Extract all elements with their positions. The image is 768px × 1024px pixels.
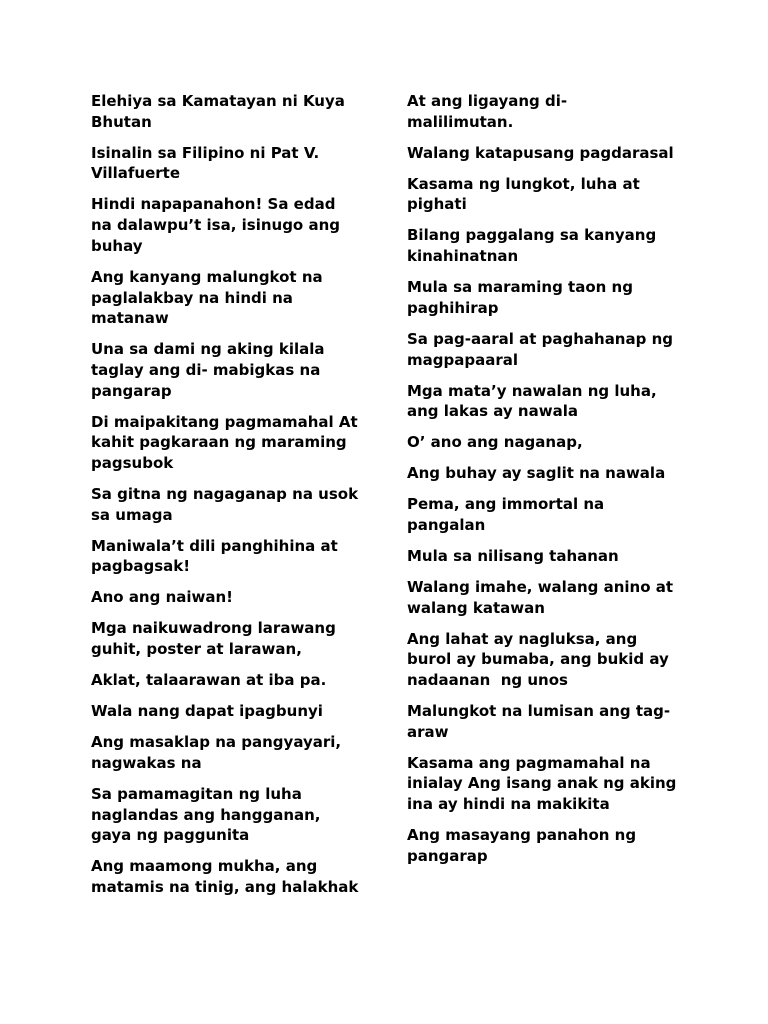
- right-column: [407, 91, 687, 877]
- poem-line: Di maipakitang pagmamahal At kahit pagkaraan ng maraming pagsubok: [91, 412, 358, 473]
- poem-line: Wala nang dapat ipagbunyi: [91, 702, 323, 721]
- poem-line: Malungkot na lumisan ang tag- araw: [407, 702, 671, 741]
- poem-title: Elehiya sa Kamatayan ni Kuya Bhutan: [91, 92, 345, 131]
- poem-line: Mula sa maraming taon ng paghihirap: [407, 278, 633, 317]
- poem-line: Ang masayang panahon ng pangarap: [407, 826, 637, 865]
- poem-line: At ang ligayang di- malilimutan.: [407, 92, 568, 131]
- translator-credit: Isinalin sa Filipino ni Pat V. Villafuerte: [91, 143, 320, 183]
- poem-line: Hindi napapanahon! Sa edad na dalawpu’t isa, isinugo ang buhay: [91, 195, 340, 255]
- poem-line: Kasama ang pagmamahal na inialay Ang isang anak ng aking ina ay hindi na makikita: [407, 753, 677, 814]
- poem-line: Mga naikuwadrong larawang guhit, poster at larawan,: [91, 619, 336, 659]
- poem-line: Sa pamamagitan ng luha naglandas ang hangganan, gaya ng paggunita: [91, 784, 321, 845]
- poem-line: Ang masaklap na pangyayari, nagwakas na: [91, 733, 342, 772]
- poem-line: Pema, ang immortal na pangalan: [407, 495, 605, 534]
- poem-line: Una sa dami ng aking kilala taglay ang di- mabigkas na pangarap: [91, 340, 325, 400]
- poem-line: Ano ang naiwan!: [91, 588, 234, 607]
- poem-line: Bilang paggalang sa kanyang kinahinatnan: [407, 226, 657, 266]
- poem-line: Mga mata’y nawalan ng luha, ang lakas ay nawala: [407, 381, 657, 421]
- poem-line: Aklat, talaarawan at iba pa.: [91, 671, 327, 690]
- poem-line: Sa pag-aaral at paghahanap ng magpapaaral: [407, 329, 673, 369]
- poem-line: Sa gitna ng nagaganap na usok sa umaga: [91, 485, 359, 524]
- poem-line: Ang maamong mukha, ang matamis na tinig, ang halakhak: [91, 857, 359, 896]
- poem-line: Walang imahe, walang anino at walang katawan: [407, 577, 674, 617]
- poem-line: Kasama ng lungkot, luha at pighati: [407, 174, 640, 214]
- poem-line: Ang buhay ay saglit na nawala: [407, 464, 666, 483]
- poem-line: Walang katapusang pagdarasal: [407, 143, 674, 162]
- poem-line: Ang kanyang malungkot na paglalakbay na hindi na matanaw: [91, 267, 323, 328]
- left-column: [91, 91, 376, 908]
- poem-line: Maniwala’t dili panghihina at pagbagsak!: [91, 536, 338, 576]
- poem-line: Ang lahat ay nagluksa, ang burol ay bumaba, ang bukid ay nadaanan ng unos: [407, 629, 669, 690]
- poem-line: O’ ano ang naganap,: [407, 433, 583, 452]
- poem-line: Mula sa nilisang tahanan: [407, 546, 619, 565]
